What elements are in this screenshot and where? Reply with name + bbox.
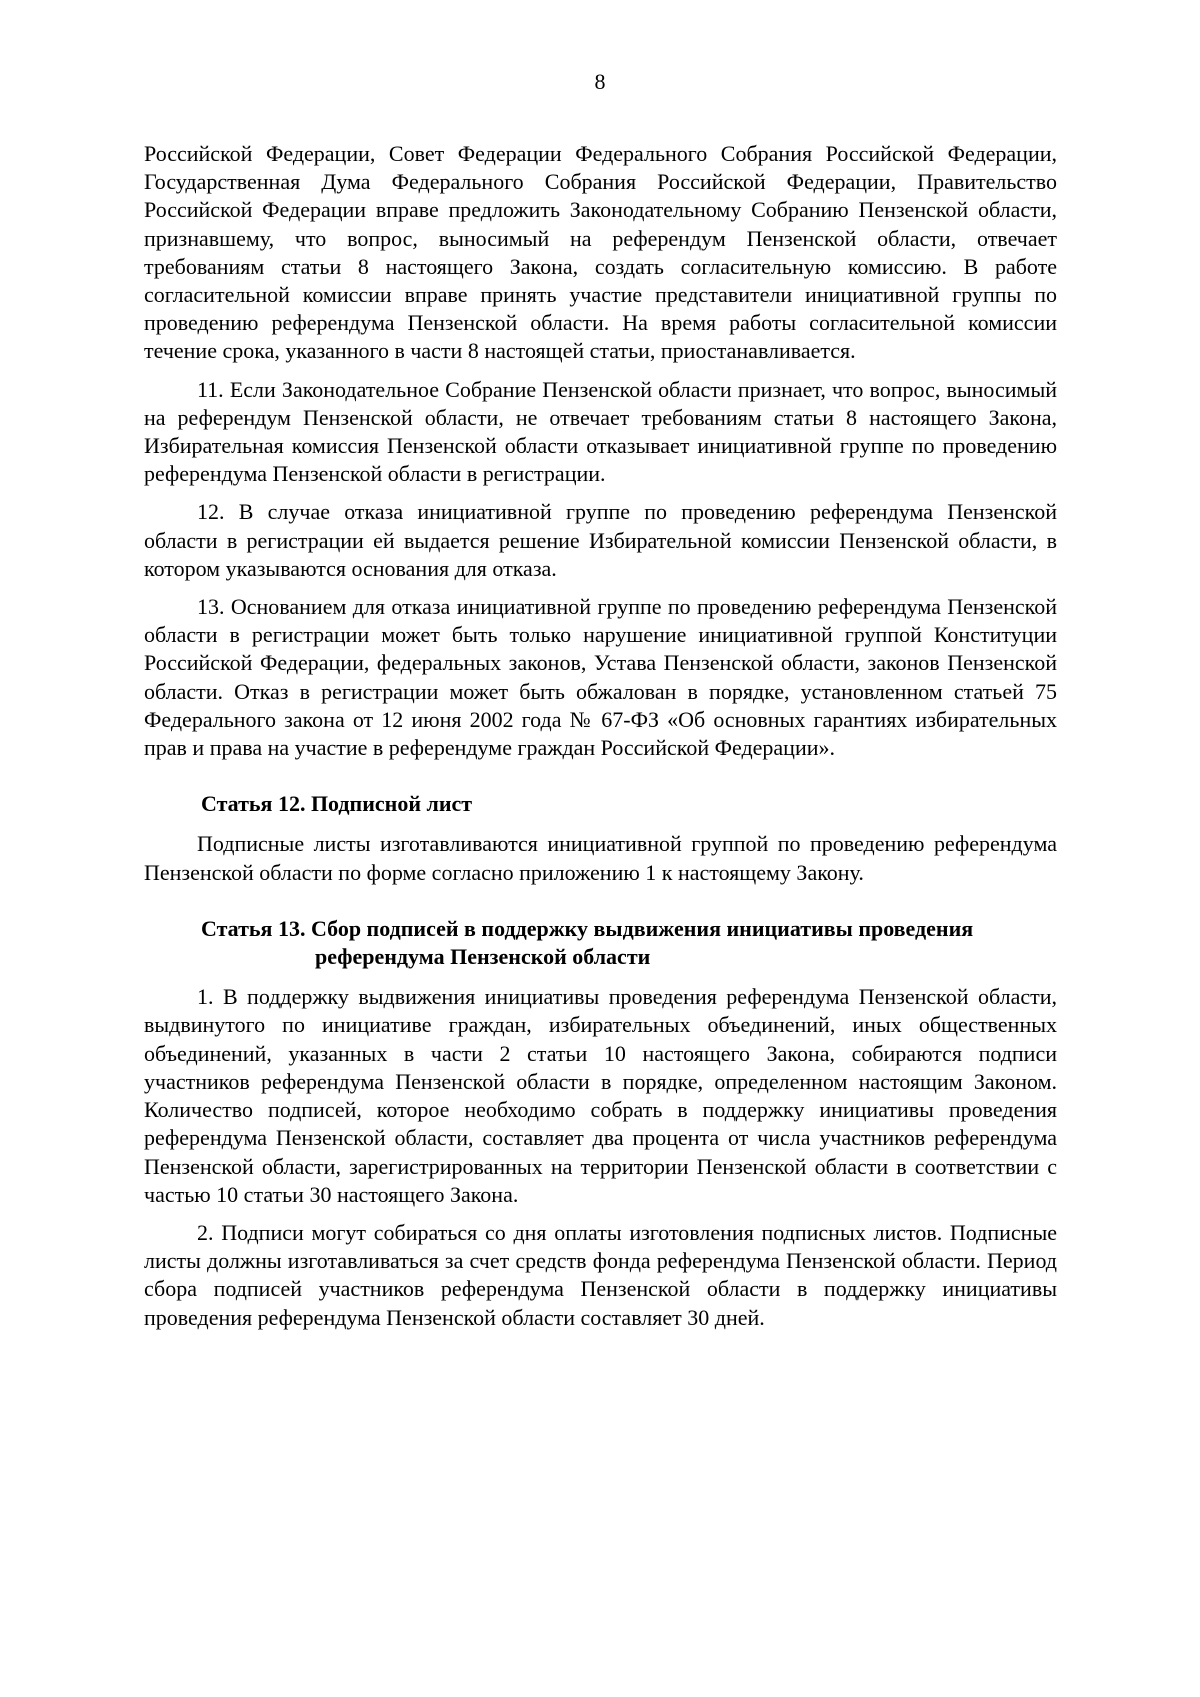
article-13-title-line1: Статья 13. Сбор подписей в поддержку выдвижения инициативы проведения <box>201 915 974 941</box>
page-number: 8 <box>594 69 606 94</box>
document-body <box>144 140 1057 1342</box>
article-12-title: Статья 12. Подписной лист <box>201 791 473 817</box>
paragraph: 13. Основанием для отказа инициативной группе по проведению референдума Пензенской области в регистрации может быть только нарушение инициативной группой Конституции Российской Федерации, федеральных законов, Устава Пензенской области, законов Пензенской области. Отказ в регистрации может быть обжалован в порядке, установленном статьей 75 Федерального закона от 12 июня 2002 года № 67-ФЗ «Об основных гарантиях избирательных прав и права на участие в референдуме граждан Российской Федерации». <box>144 594 1057 761</box>
article-13-title <box>144 915 1057 971</box>
paragraph: 12. В случае отказа инициативной группе по проведению референдума Пензенской области в регистрации ей выдается решение Избирательной комиссии Пензенской области, в котором указываются основания для отказа. <box>144 499 1057 581</box>
paragraph: Российской Федерации, Совет Федерации Федерального Собрания Российской Федерации, Государственная Дума Федерального Собрания Российской Федерации, Правительство Российской Федерации вправе предложить Законодательному Собранию Пензенской области, признавшему, что вопрос, выносимый на референдум Пензенской области, отвечает требованиям статьи 8 настоящего Закона, создать согласительную комиссию. В работе согласительной комиссии вправе принять участие представители инициативной группы по проведению референдума Пензенской области. На время работы согласительной комиссии течение срока, указанного в части 8 настоящей статьи, приостанавливается. <box>144 141 1057 364</box>
paragraph: Подписные листы изготавливаются инициативной группой по проведению референдума Пензенской области по форме согласно приложению 1 к настоящему Закону. <box>144 831 1057 885</box>
paragraph: 1. В поддержку выдвижения инициативы проведения референдума Пензенской области, выдвинутого по инициативе граждан, избирательных объединений, иных общественных объединений, указанных в части 2 статьи 10 настоящего Закона, собираются подписи участников референдума Пензенской области в порядке, определенном настоящим Законом. Количество подписей, которое необходимо собрать в поддержку инициативы проведения референдума Пензенской области, составляет два процента от числа участников референдума Пензенской области, зарегистрированных на территории Пензенской области в соответствии с частью 10 статьи 30 настоящего Закона. <box>144 984 1057 1207</box>
paragraph: 11. Если Законодательное Собрание Пензенской области признает, что вопрос, выносимый на референдум Пензенской области, не отвечает требованиям статьи 8 настоящего Закона, Избирательная комиссия Пензенской области отказывает инициативной группе по проведению референдума Пензенской области в регистрации. <box>144 376 1057 487</box>
paragraph: 2. Подписи могут собираться со дня оплаты изготовления подписных листов. Подписные листы должны изготавливаться за счет средств фонда референдума Пензенской области. Период сбора подписей участников референдума Пензенской области в поддержку инициативы проведения референдума Пензенской области составляет 30 дней. <box>144 1219 1057 1330</box>
article-13-title-line2: референдума Пензенской области <box>315 944 651 970</box>
